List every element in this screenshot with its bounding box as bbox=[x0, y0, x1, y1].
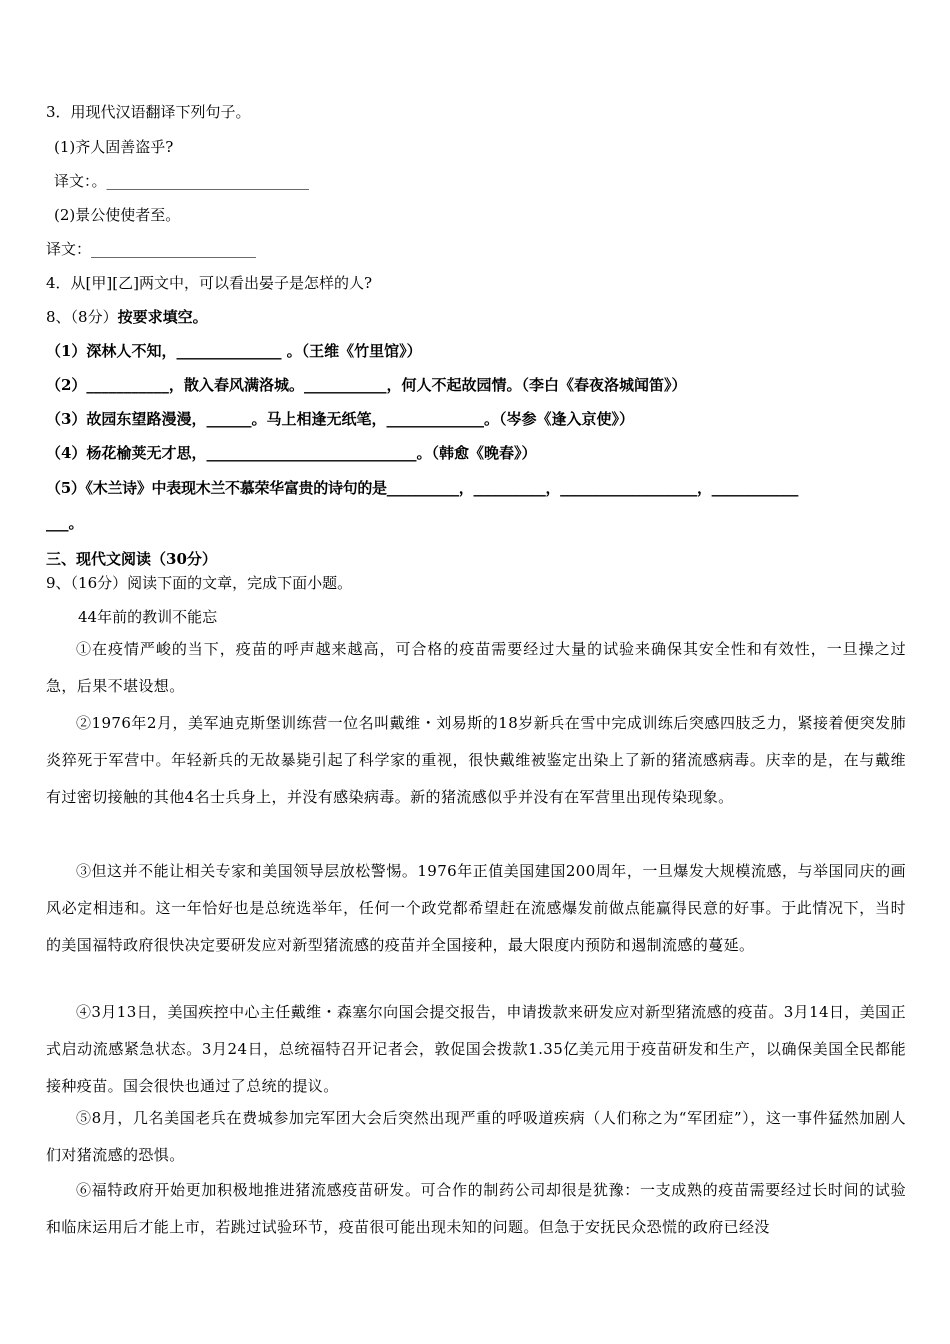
question-4-stem: 4．从[甲][乙]两文中，可以看出晏子是怎样的人? bbox=[46, 274, 372, 292]
question-9-stem: 9、（16分）阅读下面的文章，完成下面小题。 bbox=[46, 574, 353, 592]
fill-blank-item-2: （2）___________，散入春风满洛城。___________，何人不起故园情。（李白《春夜洛城闻笛》） bbox=[46, 376, 687, 394]
article-paragraph-2: ②1976年2月，美军迪克斯堡训练营一位名叫戴维・刘易斯的18岁新兵在雪中完成训练后突感四肢乏力，紧接着便突发肺炎猝死于军营中。年轻新兵的无故暴毙引起了科学家的重视，很快戴维被鉴定出染上了新的猪流感病毒。庆幸的是，在与戴维有过密切接触的其他4名士兵身上，并没有感染病毒。新的猪流感似乎并没有在军营里出现传染现象。 bbox=[46, 714, 906, 806]
article-paragraph-6: ⑥福特政府开始更加积极地推进猪流感疫苗研发。可合作的制药公司却很是犹豫：一支成熟的疫苗需要经过长时间的试验和临床运用后才能上市，若跳过试验环节，疫苗很可能出现未知的问题。但急于安抚民众恐慌的政府已经没 bbox=[46, 1181, 906, 1236]
question-3-translation-1: 译文：。___________________________ bbox=[54, 172, 310, 190]
question-3-sentence-2: (2)景公使使者至。 bbox=[54, 206, 181, 224]
question-8-number: 8、（8分） bbox=[46, 308, 118, 326]
question-8-stem bbox=[46, 307, 208, 327]
fill-blank-item-1: （1）深林人不知，______________ 。（王维《竹里馆》） bbox=[46, 342, 422, 360]
section-3-title: 三、现代文阅读（30分） bbox=[46, 550, 217, 568]
question-8-instruction: 按要求填空。 bbox=[117, 308, 208, 326]
article-paragraph-4: ④3月13日，美国疾控中心主任戴维・森塞尔向国会提交报告，申请拨款来研发应对新型猪流感的疫苗。3月14日，美国正式启动流感紧急状态。3月24日，总统福特召开记者会，敦促国会拨款1.35亿美元用于疫苗研发和生产，以确保美国全民都能接种疫苗。国会很快也通过了总统的提议。 bbox=[46, 1003, 906, 1095]
fill-blank-item-5: （5）《木兰诗》中表现木兰不慕荣华富贵的诗句的是__________，__________，___________________，____________ bbox=[46, 479, 799, 497]
article-paragraph-1: ①在疫情严峻的当下，疫苗的呼声越来越高，可合格的疫苗需要经过大量的试验来确保其安全性和有效性，一旦操之过急，后果不堪设想。 bbox=[46, 640, 906, 695]
article-paragraph-5: ⑤8月，几名美国老兵在费城参加完军团大会后突然出现严重的呼吸道疾病（人们称之为“军团症”），这一事件猛然加剧人们对猪流感的恐惧。 bbox=[46, 1109, 906, 1164]
fill-blank-item-4: （4）杨花榆荚无才思，____________________________。（韩愈《晚春》） bbox=[46, 444, 537, 462]
article-title: 44年前的教训不能忘 bbox=[78, 608, 218, 626]
question-3-translation-2: 译文：______________________ bbox=[46, 240, 257, 258]
question-3-stem: 3．用现代汉语翻译下列句子。 bbox=[46, 103, 251, 121]
question-3-sentence-1: (1)齐人固善盗乎? bbox=[54, 138, 174, 156]
fill-blank-item-3: （3）故园东望路漫漫，______。马上相逢无纸笔，_____________。（岑参《逢入京使》） bbox=[46, 410, 634, 428]
fill-blank-item-5-continued: ___。 bbox=[46, 514, 84, 532]
article-paragraph-3: ③但这并不能让相关专家和美国领导层放松警惕。1976年正值美国建国200周年，一旦爆发大规模流感，与举国同庆的画风必定相违和。这一年恰好也是总统选举年，任何一个政党都希望赶在流感爆发前做点能赢得民意的好事。于此情况下，当时的美国福特政府很快决定要研发应对新型猪流感的疫苗并全国接种，最大限度内预防和遏制流感的蔓延。 bbox=[46, 862, 906, 954]
